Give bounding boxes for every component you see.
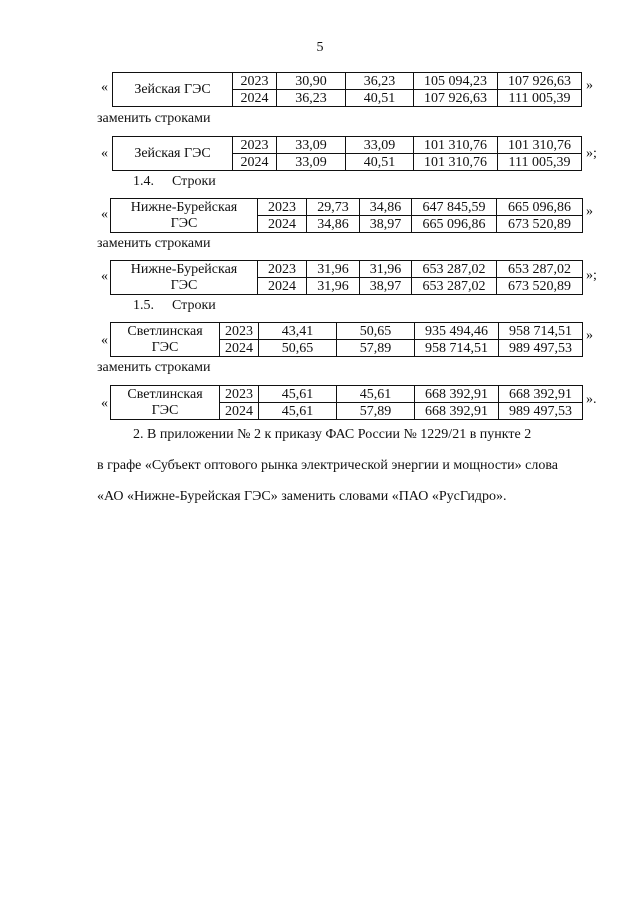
value-cell: 101 310,76 — [414, 154, 498, 171]
value-cell: 34,86 — [307, 216, 360, 233]
station-name — [111, 261, 258, 295]
table-row — [113, 73, 582, 90]
value-cell: 29,73 — [307, 199, 360, 216]
value-cell: 111 005,39 — [498, 90, 582, 107]
table-svetlinskaya-old — [110, 322, 583, 357]
value-cell: 653 287,02 — [412, 261, 497, 278]
value-cell: 958 714,51 — [415, 340, 499, 357]
section-1-4-number: 1.4. — [133, 174, 154, 189]
station-name-line-2: ГЭС — [170, 215, 198, 231]
open-quote: « — [101, 207, 108, 222]
value-cell: 50,65 — [337, 323, 415, 340]
table-row — [111, 386, 583, 403]
value-cell: 30,90 — [277, 73, 346, 90]
table-row — [113, 137, 582, 154]
station-name-line-1: Нижне-Бурейская — [130, 199, 238, 215]
value-cell: 989 497,53 — [499, 340, 583, 357]
value-cell: 38,97 — [360, 278, 412, 295]
close-quote: ». — [586, 392, 597, 407]
value-cell: 40,51 — [346, 90, 414, 107]
open-quote: « — [101, 269, 108, 284]
value-cell: 57,89 — [337, 403, 415, 420]
value-cell: 111 005,39 — [498, 154, 582, 171]
value-cell: 665 096,86 — [412, 216, 497, 233]
value-cell: 33,09 — [346, 137, 414, 154]
year-cell: 2023 — [233, 137, 277, 154]
value-cell: 57,89 — [337, 340, 415, 357]
value-cell: 935 494,46 — [415, 323, 499, 340]
value-cell: 653 287,02 — [412, 278, 497, 295]
table-row — [111, 199, 583, 216]
station-name — [111, 386, 220, 420]
close-quote: »; — [586, 146, 597, 161]
value-cell: 31,96 — [307, 278, 360, 295]
table-zeya-new — [112, 136, 582, 171]
station-name: Зейская ГЭС — [113, 137, 233, 171]
paragraph-2-line-2: в графе «Субъект оптового рынка электрической энергии и мощности» слова — [97, 458, 558, 473]
year-cell: 2024 — [258, 278, 307, 295]
station-name: Зейская ГЭС — [113, 73, 233, 107]
value-cell: 45,61 — [259, 403, 337, 420]
year-cell: 2024 — [233, 90, 277, 107]
value-cell: 958 714,51 — [499, 323, 583, 340]
value-cell: 105 094,23 — [414, 73, 498, 90]
close-quote: » — [586, 78, 593, 93]
value-cell: 668 392,91 — [415, 403, 499, 420]
station-name-line-1: Нижне-Бурейская — [130, 261, 238, 277]
paragraph-2-line-3: «АО «Нижне-Бурейская ГЭС» заменить словами «ПАО «РусГидро». — [97, 489, 507, 504]
table-nizhne-bureyskaya-old — [110, 198, 583, 233]
value-cell: 36,23 — [277, 90, 346, 107]
value-cell: 668 392,91 — [499, 386, 583, 403]
value-cell: 107 926,63 — [498, 73, 582, 90]
station-name-line-2: ГЭС — [151, 339, 179, 355]
year-cell: 2023 — [258, 261, 307, 278]
value-cell: 45,61 — [337, 386, 415, 403]
value-cell: 107 926,63 — [414, 90, 498, 107]
year-cell: 2023 — [233, 73, 277, 90]
value-cell: 33,09 — [277, 154, 346, 171]
value-cell: 653 287,02 — [497, 261, 583, 278]
open-quote: « — [101, 396, 108, 411]
year-cell: 2023 — [220, 386, 259, 403]
value-cell: 40,51 — [346, 154, 414, 171]
value-cell: 668 392,91 — [415, 386, 499, 403]
paragraph-2-line-1: 2. В приложении № 2 к приказу ФАС России № 1229/21 в пункте 2 — [133, 427, 532, 442]
section-1-5-label: Строки — [172, 298, 216, 313]
replace-label: заменить строками — [97, 111, 211, 126]
value-cell: 101 310,76 — [498, 137, 582, 154]
value-cell: 36,23 — [346, 73, 414, 90]
value-cell: 43,41 — [259, 323, 337, 340]
value-cell: 38,97 — [360, 216, 412, 233]
year-cell: 2023 — [220, 323, 259, 340]
replace-label: заменить строками — [97, 360, 211, 375]
section-1-4-label: Строки — [172, 174, 216, 189]
station-name — [111, 323, 220, 357]
page-number: 5 — [316, 40, 324, 55]
value-cell: 101 310,76 — [414, 137, 498, 154]
value-cell: 647 845,59 — [412, 199, 497, 216]
section-1-5-number: 1.5. — [133, 298, 154, 313]
value-cell: 31,96 — [360, 261, 412, 278]
close-quote: » — [586, 204, 593, 219]
table-zeya-old — [112, 72, 582, 107]
table-nizhne-bureyskaya-new — [110, 260, 583, 295]
table-row — [111, 323, 583, 340]
value-cell: 673 520,89 — [497, 216, 583, 233]
value-cell: 50,65 — [259, 340, 337, 357]
value-cell: 33,09 — [277, 137, 346, 154]
year-cell: 2024 — [258, 216, 307, 233]
value-cell: 34,86 — [360, 199, 412, 216]
year-cell: 2024 — [220, 403, 259, 420]
open-quote: « — [101, 333, 108, 348]
value-cell: 673 520,89 — [497, 278, 583, 295]
close-quote: » — [586, 328, 593, 343]
station-name-line-1: Светлинская — [127, 386, 203, 402]
station-name-line-2: ГЭС — [151, 402, 179, 418]
station-name — [111, 199, 258, 233]
station-name-line-1: Светлинская — [127, 323, 203, 339]
value-cell: 665 096,86 — [497, 199, 583, 216]
value-cell: 989 497,53 — [499, 403, 583, 420]
year-cell: 2023 — [258, 199, 307, 216]
replace-label: заменить строками — [97, 236, 211, 251]
table-row — [111, 261, 583, 278]
station-name-line-2: ГЭС — [170, 277, 198, 293]
open-quote: « — [101, 80, 108, 95]
open-quote: « — [101, 146, 108, 161]
year-cell: 2024 — [233, 154, 277, 171]
value-cell: 45,61 — [259, 386, 337, 403]
table-svetlinskaya-new — [110, 385, 583, 420]
year-cell: 2024 — [220, 340, 259, 357]
close-quote: »; — [586, 268, 597, 283]
value-cell: 31,96 — [307, 261, 360, 278]
